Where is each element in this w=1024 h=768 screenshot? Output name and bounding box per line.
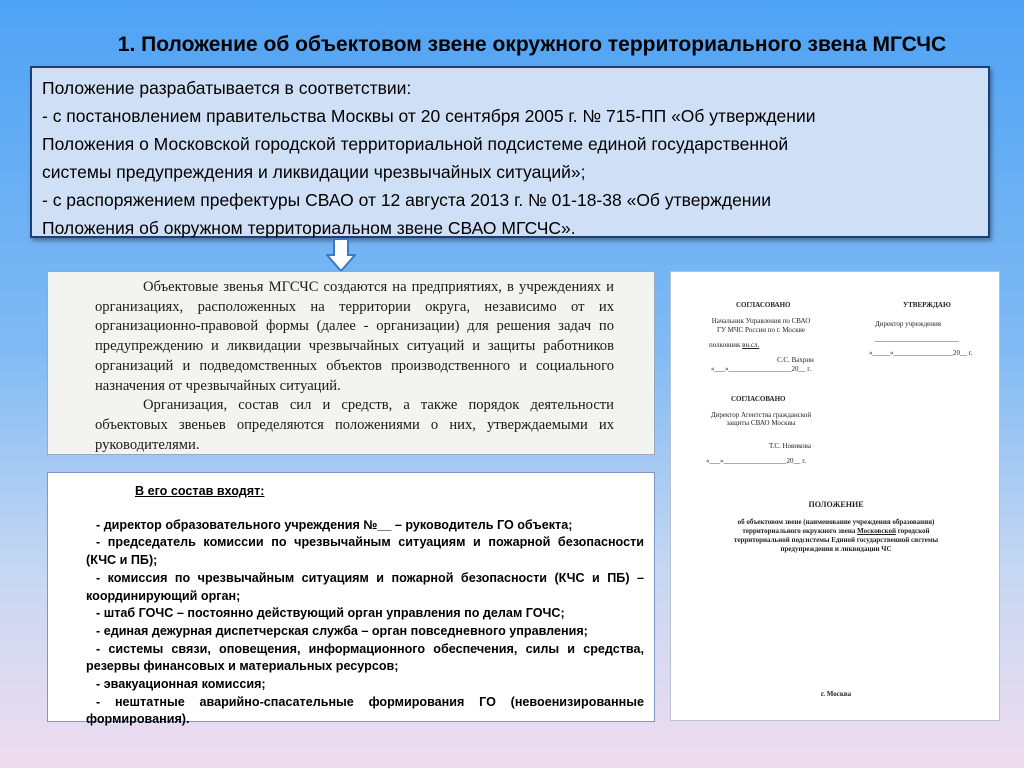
document-subtitle: предупреждения и ликвидации ЧС <box>780 545 892 553</box>
agreed-date: «___»__________________20__ г. <box>711 365 812 373</box>
excerpt-paragraph: Организация, состав сил и средств, а также порядок деятельности объектовых звеньев определяются положениями о них, утверждаемыми их руководителями. <box>95 397 614 453</box>
agreed-name: Т.С. Новикова <box>769 442 811 450</box>
intro-line: системы предупреждения и ликвидации чрезвычайных ситуаций»; <box>42 162 586 182</box>
document-subtitle: об объектовом звене (наименование учреждения образования) <box>737 518 935 526</box>
intro-line: Положения о Московской городской территориальной подсистеме единой государственной <box>42 134 789 154</box>
approve-date: «_____»_________________20__ г. <box>869 349 973 357</box>
agreed-heading: СОГЛАСОВАНО <box>736 301 791 309</box>
subtitle-text: городской <box>895 527 930 535</box>
agreed-role: защиты СВАО Москвы <box>726 419 796 427</box>
intro-line: - с постановлением правительства Москвы от 20 сентября 2005 г. № 715-ПП «Об утверждении <box>42 106 816 126</box>
agreed-heading: СОГЛАСОВАНО <box>731 395 786 403</box>
composition-box <box>47 472 655 727</box>
intro-line: - с распоряжением префектуры СВАО от 12 августа 2013 г. № 01-18-38 «Об утверждении <box>42 190 772 210</box>
agreed-date: «___»__________________20__ г. <box>706 457 807 465</box>
subtitle-city: Московской <box>857 527 896 535</box>
excerpt-paragraph: Объектовые звенья МГСЧС создаются на предприятиях, в учреждениях и организациях, расположенных на территории округа, независимо от их организационно-правовой формы (далее - организации) для решения задач по предупреждению и ликвидации чрезвычайных ситуаций и защиты работников организаций и подведомственных объектов производственного и социального назначения от чрезвычайных ситуаций. <box>95 279 614 394</box>
composition-item: - нештатные аварийно-спасательные формирования ГО (невоенизированные формирования). <box>86 694 644 727</box>
intro-line: Положение разрабатывается в соответствии: <box>42 78 412 98</box>
down-arrow-icon <box>326 238 356 272</box>
intro-box <box>30 66 990 238</box>
composition-item: - единая дежурная диспетчерская служба – орган повседневного управления; <box>96 623 588 638</box>
composition-header: В его состав входят: <box>135 484 265 498</box>
document-excerpt <box>47 271 655 455</box>
agreed-role: Директор Агентства гражданской <box>710 411 812 419</box>
agreed-rank <box>709 341 759 349</box>
approve-role: Директор учреждения <box>875 320 941 328</box>
composition-item: - директор образовательного учреждения №__ – руководитель ГО объекта; <box>96 517 573 532</box>
agreed-name: С.С. Вахрин <box>777 356 814 364</box>
composition-item: - системы связи, оповещения, информационного обеспечения, силы и средства, резервы финансовых и материальных ресурсов; <box>86 641 644 674</box>
approve-heading: УТВЕРЖДАЮ <box>903 301 951 309</box>
document-subtitle <box>671 527 1001 535</box>
agreed-rank-abbr: вн.сл. <box>742 341 760 349</box>
agreed-role: Начальник Управления по СВАО <box>711 317 811 325</box>
composition-item: - комиссия по чрезвычайным ситуациям и пожарной безопасности (КЧС и ПБ) – координирующий орган; <box>86 570 644 603</box>
composition-item: - эвакуационная комиссия; <box>96 677 266 692</box>
subtitle-text: территориального окружного звена <box>742 527 858 535</box>
composition-item: - председатель комиссии по чрезвычайным ситуациям и пожарной безопасности (КЧС и ПБ); <box>86 535 644 568</box>
agreed-rank-prefix: полковник <box>709 341 743 349</box>
document-title-page <box>670 271 1000 721</box>
page-title: 1. Положение об объектовом звене окружного территориального звена МГСЧС <box>117 33 947 56</box>
agreed-role: ГУ МЧС России по г. Москве <box>717 326 805 334</box>
intro-line: Положения об окружном территориальном звене СВАО МГСЧС». <box>42 218 576 238</box>
document-subtitle: территориальной подсистемы Единой государственной системы <box>733 536 939 544</box>
document-heading: ПОЛОЖЕНИЕ <box>808 500 864 509</box>
document-city: г. Москва <box>820 690 852 698</box>
approve-signature-line: ________________________ <box>875 335 959 343</box>
composition-item: - штаб ГОЧС – постоянно действующий орган управления по делам ГОЧС; <box>96 606 565 621</box>
